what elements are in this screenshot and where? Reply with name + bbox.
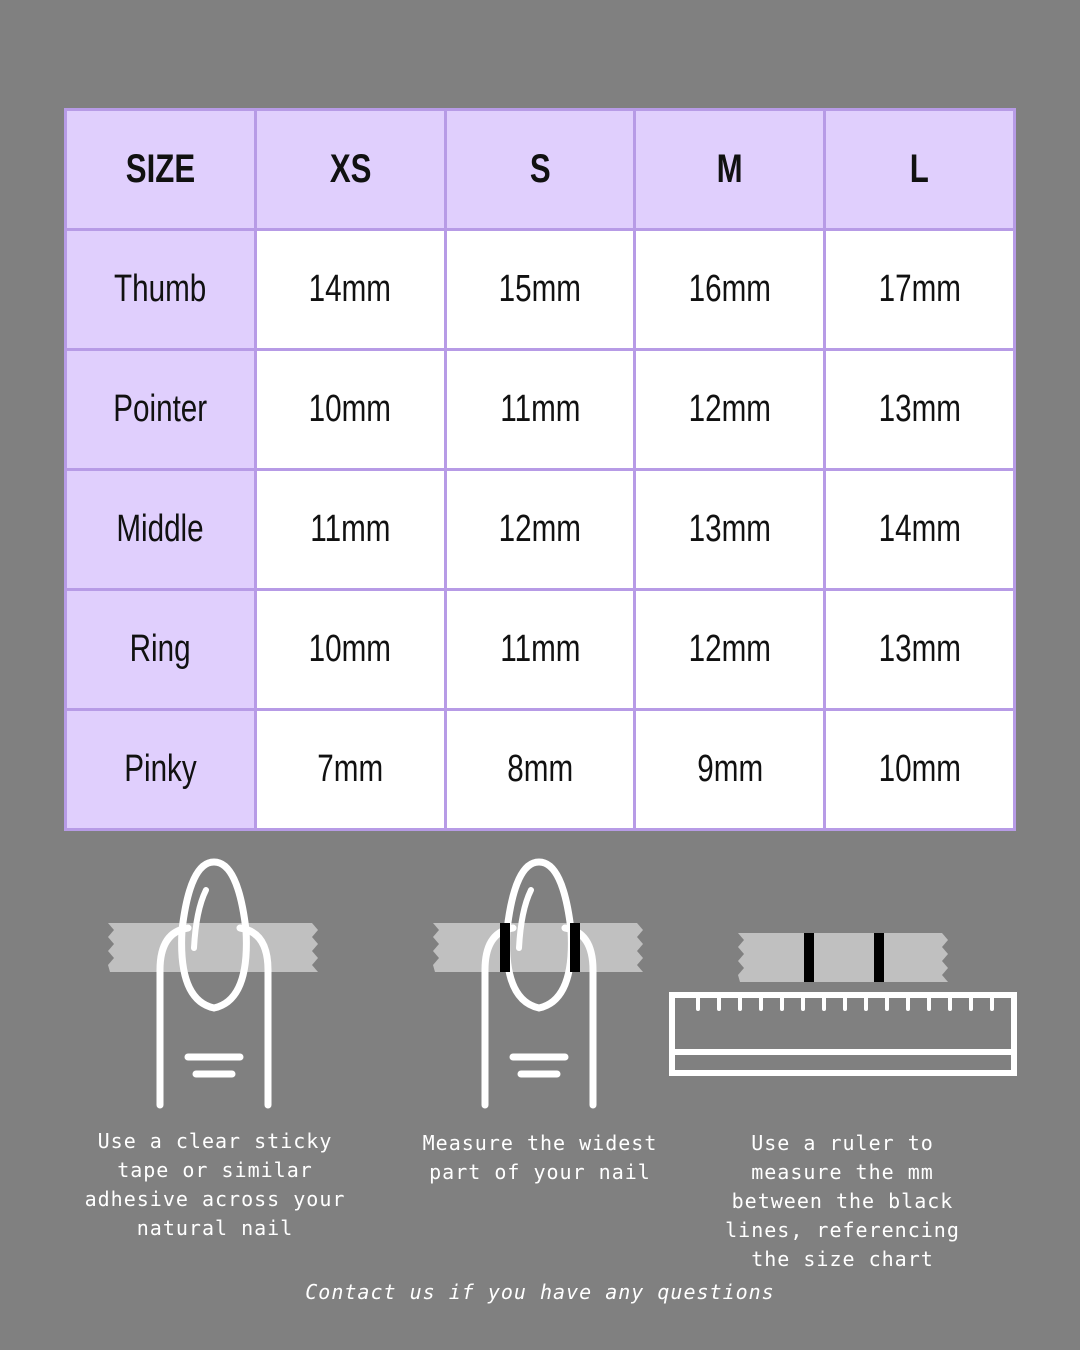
- table-cell: 10mm: [825, 710, 1015, 830]
- table-row: [66, 710, 1015, 830]
- table-cell: 13mm: [635, 470, 825, 590]
- table-cell: 14mm: [825, 470, 1015, 590]
- table-cell: 11mm: [445, 350, 635, 470]
- table-cell: 14mm: [255, 230, 445, 350]
- finger-with-tape-icon: [100, 850, 330, 1115]
- table-cell: 16mm: [635, 230, 825, 350]
- table-cell: 15mm: [445, 230, 635, 350]
- contact-note: Contact us if you have any questions: [305, 1280, 775, 1304]
- table-cell: 10mm: [255, 350, 445, 470]
- table-cell: 8mm: [445, 710, 635, 830]
- table-cell: 12mm: [635, 590, 825, 710]
- table-cell: 17mm: [825, 230, 1015, 350]
- table-cell: 11mm: [255, 470, 445, 590]
- size-chart-table: [64, 108, 1016, 831]
- step-2-caption: Measure the widest part of your nail: [422, 1131, 658, 1184]
- table-cell: 10mm: [255, 590, 445, 710]
- row-label: Pinky: [66, 710, 256, 830]
- row-label: Thumb: [66, 230, 256, 350]
- table-cell: 13mm: [825, 350, 1015, 470]
- header-xs: XS: [255, 110, 445, 230]
- header-size: SIZE: [66, 110, 256, 230]
- table-row: [66, 230, 1015, 350]
- header-l: L: [825, 110, 1015, 230]
- table-cell: 12mm: [445, 470, 635, 590]
- row-label: Middle: [66, 470, 256, 590]
- row-label: Ring: [66, 590, 256, 710]
- ruler-with-tape-icon: [668, 925, 1020, 1080]
- table-cell: 9mm: [635, 710, 825, 830]
- header-s: S: [445, 110, 635, 230]
- table-row: [66, 350, 1015, 470]
- table-cell: 7mm: [255, 710, 445, 830]
- table-row: [66, 590, 1015, 710]
- row-label: Pointer: [66, 350, 256, 470]
- finger-marked-tape-icon: [425, 850, 655, 1115]
- table-header-row: [66, 110, 1015, 230]
- step-3-caption: Use a ruler to measure the mm between the black lines, referencing the size chart: [725, 1131, 960, 1271]
- table-cell: 11mm: [445, 590, 635, 710]
- step-1-caption: Use a clear sticky tape or similar adhesive across your natural nail: [84, 1129, 346, 1240]
- table-row: [66, 470, 1015, 590]
- table-cell: 12mm: [635, 350, 825, 470]
- table-cell: 13mm: [825, 590, 1015, 710]
- header-m: M: [635, 110, 825, 230]
